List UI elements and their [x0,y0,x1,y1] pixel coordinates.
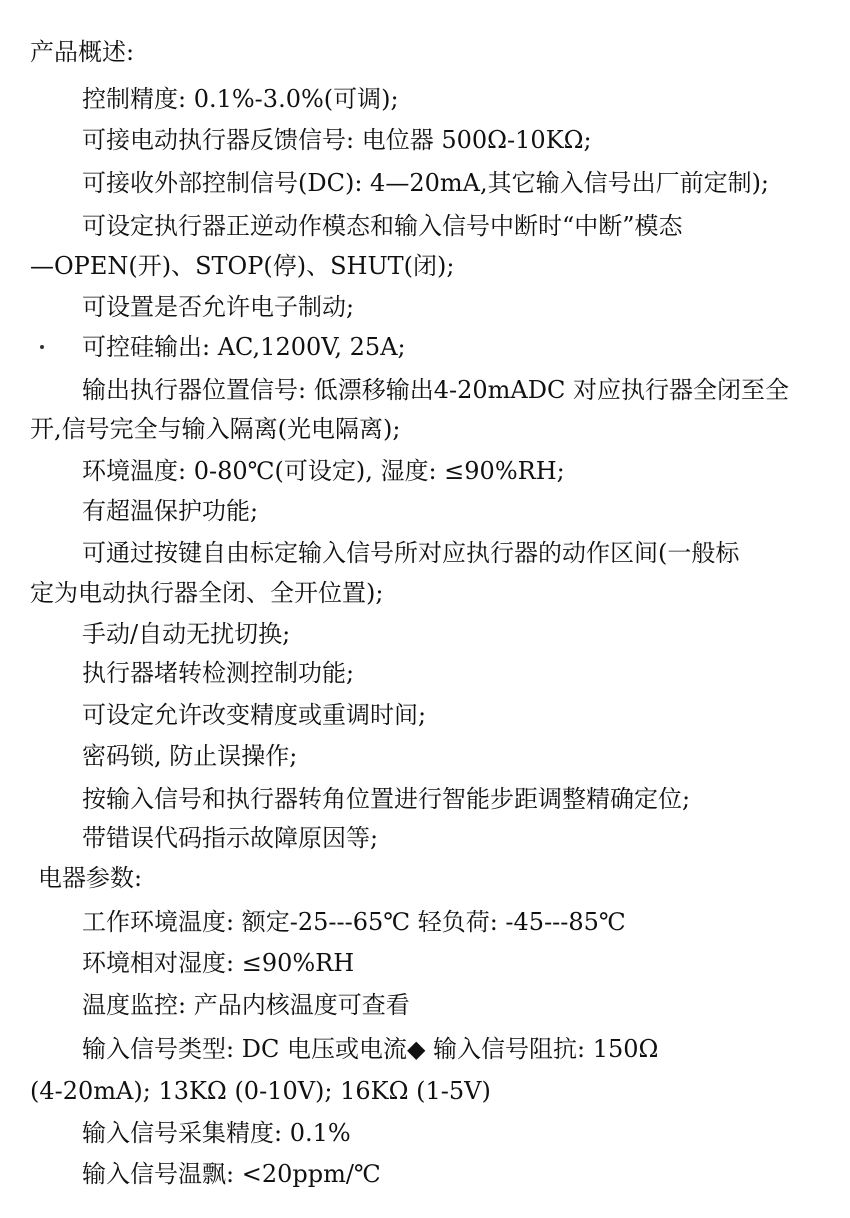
overview-heading: 产品概述: [30,38,135,66]
overview-line-continuation: —OPEN(开)、STOP(停)、SHUT(闭); [30,252,455,280]
overview-line: 按输入信号和执行器转角位置进行智能步距调整精确定位; [82,785,691,813]
params-line: 输入信号温飘: <20ppm/℃ [82,1160,381,1188]
overview-line: 带错误代码指示故障原因等; [82,824,379,852]
params-line: 输入信号采集精度: 0.1% [82,1119,351,1147]
overview-line: 可控硅输出: AC,1200V, 25A; [82,333,406,361]
params-line: 工作环境温度: 额定-25---65℃ 轻负荷: -45---85℃ [82,908,626,936]
params-line: 温度监控: 产品内核温度可查看 [82,991,410,1019]
overview-line: 手动/自动无扰切换; [82,620,291,648]
overview-line: 可接电动执行器反馈信号: 电位器 500Ω-10KΩ; [82,126,592,154]
params-line-continuation: (4-20mA); 13KΩ (0-10V); 16KΩ (1-5V) [30,1077,491,1105]
overview-line: 可设定执行器正逆动作模态和输入信号中断时“中断”模态 [82,212,683,240]
overview-line: 输出执行器位置信号: 低漂移输出4-20mADC 对应执行器全闭至全 [82,376,789,404]
params-heading: 电器参数: [38,864,143,892]
params-line: 输入信号类型: DC 电压或电流◆ 输入信号阻抗: 150Ω [82,1035,659,1063]
overview-line: 有超温保护功能; [82,497,259,525]
stray-dot [40,345,44,349]
overview-line: 密码锁, 防止误操作; [82,742,298,770]
params-line: 环境相对湿度: ≤90%RH [82,949,355,977]
overview-line-continuation: 开,信号完全与输入隔离(光电隔离); [30,415,401,443]
overview-line: 执行器堵转检测控制功能; [82,659,355,687]
overview-line-continuation: 定为电动执行器全闭、全开位置); [30,579,384,607]
overview-line: 可设置是否允许电子制动; [82,293,355,321]
overview-line: 环境温度: 0-80℃(可设定), 湿度: ≤90%RH; [82,457,565,485]
overview-line: 可接收外部控制信号(DC): 4—20mA,其它输入信号出厂前定制); [82,169,770,197]
overview-line: 可通过按键自由标定输入信号所对应执行器的动作区间(一般标 [82,539,740,567]
overview-line: 控制精度: 0.1%-3.0%(可调); [82,85,399,113]
overview-line: 可设定允许改变精度或重调时间; [82,701,427,729]
